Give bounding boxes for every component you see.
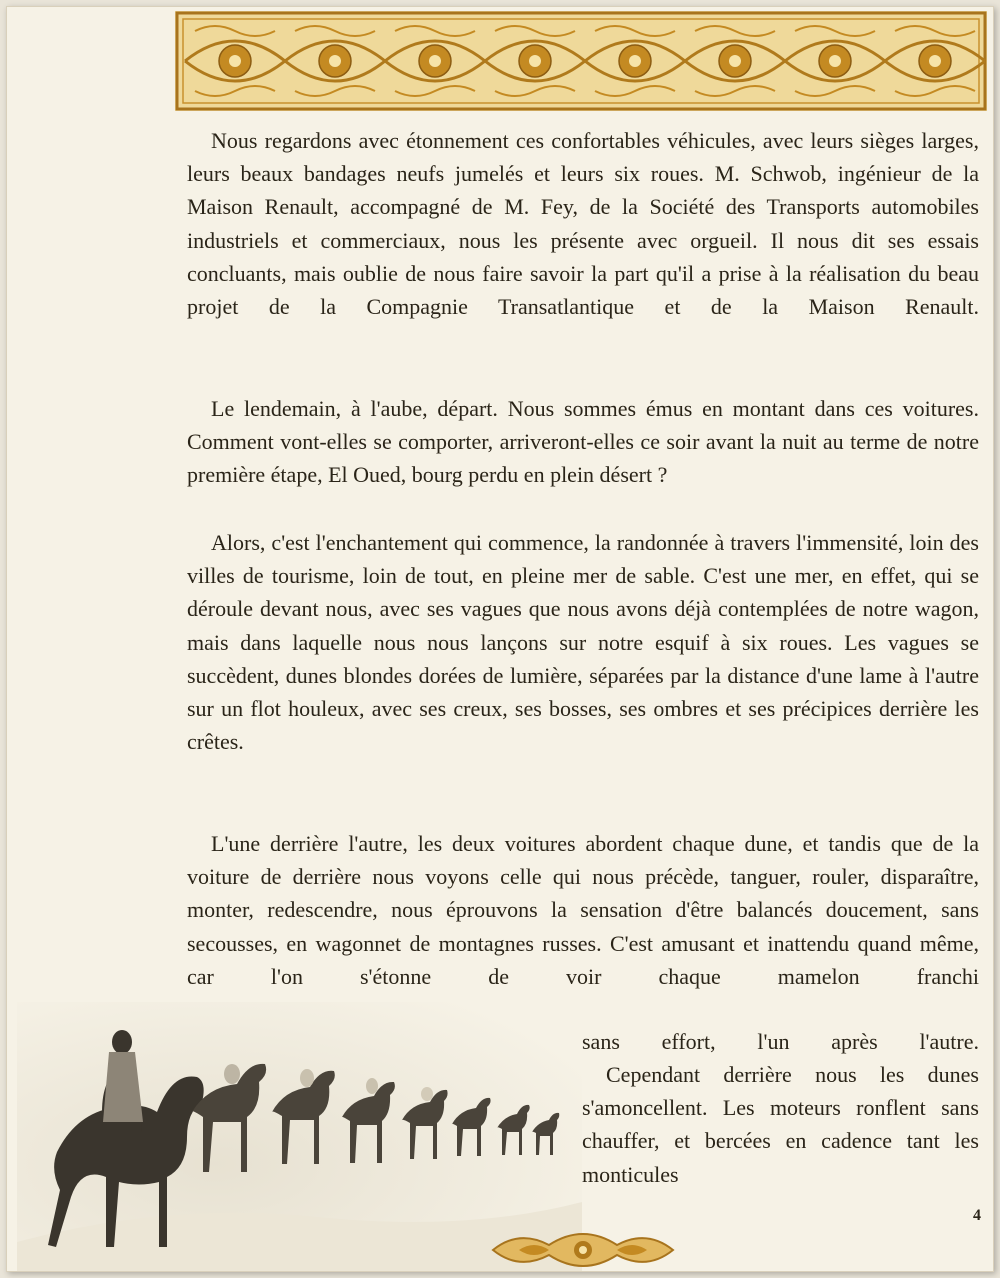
ornamental-footer-motif [489,1227,677,1272]
paragraph-2: Le lendemain, à l'aube, départ. Nous sommes émus en montant dans ces voitures. Comment vont-elles se comporter, arriveront-elles ce soir avant la nuit au terme de notre première étape, El Oued, bourg perdu en plein désert ? [187,396,979,488]
paragraph-1: Nous regardons avec étonnement ces confortables véhicules, avec leurs sièges larges, leurs beaux bandages neufs jumelés et leurs six roues. M. Schwob, ingénieur de la Maison Renault, accompagné de M. Fey, de la Société des Transports automobiles industriels et commerciaux, nous les présente avec orgueil. Il nous dit ses essais concluants, mais oublie de nous faire savoir la part qu'il a prise à la réalisation du beau projet de la Compagnie Transatlantique et de la Maison Renault. [187,128,979,320]
paragraph-5: Cependant derrière nous les dunes s'amoncellent. Les moteurs ronflent sans chauffer, et bercées en cadence tant les monticules [582,1062,979,1187]
page-number: 4 [973,1207,981,1224]
ornamental-header-band [175,11,987,111]
paragraph-4-end: sans effort, l'un après l'autre. [582,1029,979,1054]
paragraph-3: Alors, c'est l'enchantement qui commence, la randonnée à travers l'immensité, loin des villes de tourisme, loin de tout, en pleine mer de sable. C'est une mer, en effet, qui se déroule devant nous, avec ses vagues que nous avons déjà contemplées de notre wagon, mais dans laquelle nous nous lançons sur notre esquif à six roues. Les vagues se succèdent, dunes blondes dorées de lumière, séparées par la distance d'une lame à l'autre sur un flot houleux, avec ses creux, ses bosses, ses ombres et ses précipices derrière les crêtes. [187,530,979,755]
paragraph-4: L'une derrière l'autre, les deux voitures abordent chaque dune, et tandis que de la voiture de derrière nous voyons celle qui nous précède, tanguer, rouler, disparaître, monter, redescendre, nous éprouvons la sensation d'être balancés doucement, sans secousses, en wagonnet de montagnes russes. C'est amusant et inattendu quand même, car l'on s'étonne de voir chaque mamelon franchi [187,831,979,989]
book-page [6,6,994,1272]
